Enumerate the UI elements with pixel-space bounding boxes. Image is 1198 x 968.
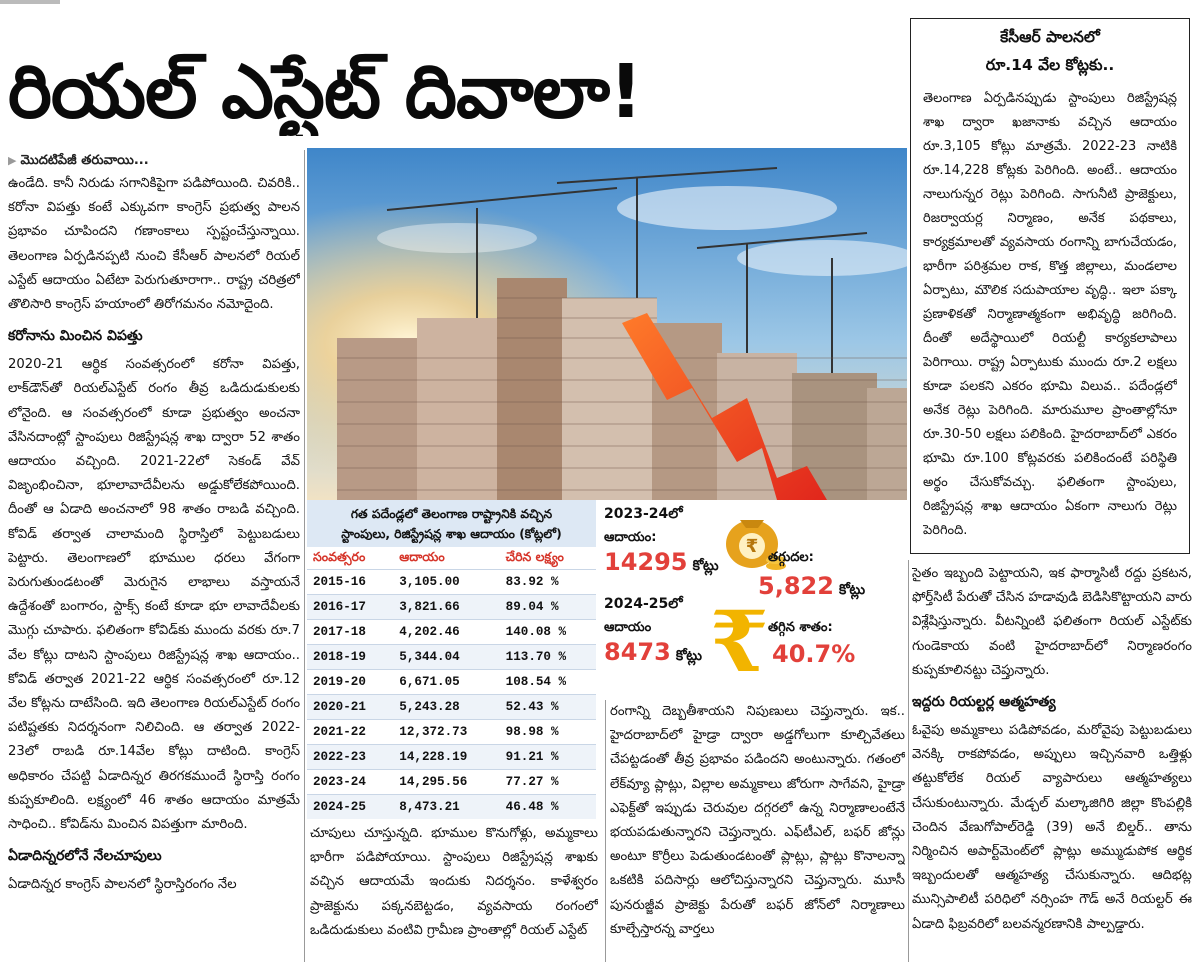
table-cell: 14,228.19 (393, 745, 499, 770)
article-column-4 (912, 562, 1192, 962)
column-divider (908, 560, 909, 962)
column-divider (605, 700, 606, 962)
table-cell: 2021-22 (307, 720, 393, 745)
paragraph: సైతం ఇబ్బంది పెట్టాయని, ఇక ఫార్మాసిటీ రద్దు ప్రకటన, ఫోర్త్‌సిటీ పేరుతో చేసిన హడావుడి బెడిసికొట్టాయని వారు విశ్లేషిస్తున్నారు. వీటన్నింటి ఫలితంగా రియల్ ఎస్టేట్‌కు గుండెకాయ వంటి హైదరాబాద్‌లో నిర్మాణరంగం కుప్పకూలినట్టు చెప్తున్నారు. (912, 566, 1192, 678)
stat-income-label: ఆదాయం (604, 620, 652, 635)
chevron-right-icon: ▶ (8, 154, 17, 167)
table-title-line: గత పదేండ్లలో తెలంగాణ రాష్ట్రానికి వచ్చిన (350, 507, 553, 521)
stat-unit: కోట్లు (839, 582, 866, 598)
column-divider (304, 150, 305, 962)
article-column-2: చూపులు చూస్తున్నది. భూముల కొనుగోళ్లు, అమ్మకాలు భారీగా పడిపోయాయి. స్టాంపులు రిజిస్ట్రేషన్ల శాఖకు వచ్చిన ఆదాయమే ఇందుకు నిదర్శనం. కాళేశ్వరం ప్రాజెక్టును పక్కనబెట్టడం, వ్యవసాయ రంగంలో ఒడిదుడుకులు వంటివి గ్రామీణ ప్రాంతాల్లో రియల్ ఎస్టేట్ (310, 826, 598, 938)
table-cell: 2019-20 (307, 670, 393, 695)
table-row (307, 595, 596, 620)
table-header-row (307, 547, 596, 570)
table-cell: 3,821.66 (393, 595, 499, 620)
headline: రియల్ ఎస్టేట్ దివాలా! (8, 49, 642, 135)
stat-unit: కోట్లు (692, 558, 719, 574)
subheading: ఏడాదిన్నరలోనే నేలచూపులు (8, 848, 162, 865)
table-cell: 113.70 % (500, 645, 596, 670)
stat-year-2024: 2024-25లో (604, 596, 683, 612)
stat-drop-label: తగ్గుదల: (768, 550, 814, 565)
stat-year-2023: 2023-24లో (604, 506, 683, 522)
paragraph: ఏడాదిన్నర కాంగ్రెస్ పాలనలో స్థిరాస్తిరంగం నేల (8, 877, 237, 893)
table-header-cell: ఆదాయం (399, 548, 445, 564)
table-cell: 2024-25 (307, 795, 393, 820)
table-cell: 3,105.00 (393, 570, 499, 595)
article-column-1 (8, 150, 300, 962)
table-row (307, 745, 596, 770)
sidebar-title-line: రూ.14 వేల కోట్లకు.. (985, 56, 1115, 74)
table-row (307, 770, 596, 795)
table-cell: 8,473.21 (393, 795, 499, 820)
table-title-line: స్టాంపులు, రిజిస్ట్రేషన్ల శాఖ ఆదాయం (కోట్లలో) (341, 527, 562, 541)
subheading: ఇద్దరు రియల్టర్ల ఆత్మహత్య (912, 694, 1056, 711)
stat-income-2024 (604, 638, 702, 667)
stat-drop (758, 572, 865, 601)
revenue-table (307, 547, 596, 819)
stat-pct-label: తగ్గిన శాతం: (768, 620, 833, 635)
stat-income-label: ఆదాయం: (604, 530, 657, 545)
stat-value: 5,822 (758, 572, 834, 600)
table-row (307, 795, 596, 820)
table-row (307, 695, 596, 720)
article-column-3: రంగాన్ని దెబ్బతీశాయని నిపుణులు చెప్తున్నారు. ఇక.. హైదరాబాద్‌లో హైడ్రా ద్వారా అడ్డగోలుగా కూల్చివేతలు చేపట్టడంతో తీవ్ర ప్రభావం పడిందని అంటున్నారు. గతంలో లేక్‌వ్యూ ప్లాట్లు, విల్లాల అమ్మకాలు జోరుగా సాగేవని, హైడ్రా ఎఫెక్ట్‌తో ఇప్పుడు చెరువుల దగ్గరలో ఉన్న నిర్మాణాలంటేనే భయపడుతున్నారని చెప్తున్నారు. ఎఫ్‌టీఎల్, బఫర్ జోన్లు అంటూ కొర్రీలు పెడుతుండటంతో ప్లాట్లు, ప్లాట్లు కొనాలన్నా ఒకటికి పదిసార్లు ఆలోచిస్తున్నారని చెప్తున్నారు. మూసీ పునరుజ్జీవ ప్రాజెక్టు పేరుతో బఫర్ జోన్‌లో నిర్మాణాలు కూల్చేస్తారన్న వార్తలు (610, 704, 905, 937)
table-cell: 2017-18 (307, 620, 393, 645)
paragraph: 2020-21 ఆర్థిక సంవత్సరంలో కరోనా విపత్తు, లాక్‌డౌన్‌తో రియల్‌ఎస్టేట్ రంగం తీవ్ర ఒడిదుడుకులకు లోనైంది. ఆ సంవత్సరంలో కూడా ప్రభుత్వం అంచనా వేసినదాంట్లో స్టాంపులు రిజిస్ట్రేషన్ల శాఖ ద్వారా 52 శాతం ఆదాయం వచ్చింది. 2021-22లో సెకండ్ వేవ్ విజృంభించినా, భూలావాదేవీలను అడ్డుకోలేకపోయింది. దీంతో ఆ ఏడాది అంచనాలో 98 శాతం రాబడి వచ్చింది. కోవిడ్ తర్వాత చాలామంది స్థిరాస్తిలో పెట్టుబడులు పెట్టారు. తెలంగాణలో భూముల ధరలు వేగంగా పెరుగుతుండటంతో మెరుగైన లాభాలు వస్తాయనే ఉద్దేశంతో బంగారం, స్టాక్స్ కంటే కూడా భూ లావాదేవీలకు మొగ్గు చూపారు. ఫలితంగా కోవిడ్‌కు ముందు వరకు రూ.7 వేల కోట్లు దాటని స్టాంపులు రిజిస్ట్రేషన్ల శాఖ ఆదాయం.. కోవిడ్ తర్వాత 2021-22 ఆర్థిక సంవత్సరంలో రూ.12 వేల కోట్లను దాటేసింది. ఇది తెలంగాణ రియల్‌ఎస్టేట్ రంగం పటిష్టతకు నిదర్శనంగా నిలిచింది. ఆ తర్వాత 2022-23లో రాబడి రూ.14వేల కోట్లు దాటింది. కాంగ్రెస్ అధికారం చేపట్టి ఏడాదిన్నర తిరగకముందే స్థిరాస్తి రంగం కుప్పకూలింది. లక్ష్యంలో 46 శాతం ఆదాయం మాత్రమే సాధించి.. కోవిడ్‌ను మించిన విపత్తుగా మారింది. (8, 357, 300, 833)
stat-income-2023 (604, 548, 719, 577)
table-cell: 83.92 % (500, 570, 596, 595)
continued-line (8, 150, 300, 172)
top-rule (0, 0, 1198, 10)
sidebar-title-line: కేసీఆర్ పాలనలో (1000, 28, 1100, 46)
table-header-cell: చేరిన లక్ష్యం (505, 548, 564, 564)
stat-unit: కోట్లు (675, 648, 702, 664)
table-cell: 2018-19 (307, 645, 393, 670)
table-cell: 140.08 % (500, 620, 596, 645)
sidebar-box (910, 18, 1190, 554)
table-cell: 2020-21 (307, 695, 393, 720)
stats-infographic (600, 500, 905, 710)
table-cell: 98.98 % (500, 720, 596, 745)
table-cell: 14,295.56 (393, 770, 499, 795)
construction-photo (307, 148, 907, 500)
table-cell: 52.43 % (500, 695, 596, 720)
stat-value: 14295 (604, 548, 688, 576)
table-row (307, 620, 596, 645)
table-cell: 2023-24 (307, 770, 393, 795)
table-cell: 6,671.05 (393, 670, 499, 695)
subheading: కరోనాను మించిన విపత్తు (8, 328, 143, 345)
table-row (307, 670, 596, 695)
stat-value: 8473 (604, 638, 671, 666)
rupee-icon: ₹ (710, 592, 769, 691)
table-row (307, 720, 596, 745)
table-row (307, 570, 596, 595)
paragraph: ఉండేది. కానీ నిరుడు సగానికిపైగా పడిపోయింది. చివరికి.. కరోనా విపత్తు కంటే ఎక్కువగా కాంగ్రెస్ ప్రభుత్వ పాలన ప్రభావం చూపిందని గణాంకాలు స్పష్టంచేస్తున్నాయి. తెలంగాణ ఏర్పడినప్పటి నుంచి కేసీఆర్ పాలనలో రియల్ ఎస్టేట్ ఆదాయం ఏటేటా పెరుగుతూరాగా.. రాష్ట్ర చరిత్రలో తొలిసారి కాంగ్రెస్ హయాంలో తిరోగమనం నమోదైంది. (8, 176, 300, 313)
continued-from-text: మొదటిపేజీ తరువాయి... (20, 153, 149, 168)
table-cell: 5,344.04 (393, 645, 499, 670)
table-cell: 12,372.73 (393, 720, 499, 745)
table-cell: 2016-17 (307, 595, 393, 620)
table-cell: 2015-16 (307, 570, 393, 595)
table-cell: 91.21 % (500, 745, 596, 770)
stat-pct-value: 40.7% (772, 640, 856, 668)
table-title (307, 500, 596, 547)
table-cell: 89.04 % (500, 595, 596, 620)
table-row (307, 645, 596, 670)
sidebar-body: తెలంగాణ ఏర్పడినప్పుడు స్టాంపులు రిజిస్ట్రేషన్ల శాఖ ద్వారా ఖజానాకు వచ్చిన ఆదాయం రూ.3,105 కోట్లు మాత్రమే. 2022-23 నాటికి రూ.14,228 కోట్లకు పెరిగింది. అంటే.. ఆదాయం నాలుగున్నర రెట్లు పెరిగింది. సాగునీటి ప్రాజెక్టులు, రిజర్వాయర్ల నిర్మాణం, అనేక పథకాలు, కార్యక్రమాలతో వ్యవసాయ రంగాన్ని బాగుచేయడం, భారీగా పరిశ్రమల రాక, కొత్త జిల్లాలు, మండలాల ఏర్పాటు, మౌలిక సదుపాయాల వృద్ధి.. ఇలా పక్కా ప్రణాళికతో నిర్మాణాత్మకంగా అభివృద్ధి జరిగింది. దీంతో అదేస్థాయిలో రియల్టీ కార్యకలాపాలు పెరిగాయి. రాష్ట్ర ఏర్పాటుకు ముందు రూ.2 లక్షలు కూడా పలకని ఎకరం భూమి విలువ.. పదేండ్లలో అనేక రెట్లు పెరిగింది. మారుమూల ప్రాంతాల్లోనూ రూ.30-50 లక్షలు పలికింది. హైదరాబాద్‌లో ఎకరం భూమి రూ.100 కోట్లవరకు పలికిందంటే పరిస్థితి అర్థం చేసుకోవచ్చు. ఫలితంగా స్టాంపులు, రిజిస్ట్రేషన్ల శాఖ ఆదాయం ఏకంగా నాలుగు రెట్లు పెరిగింది. (923, 91, 1177, 538)
svg-text:₹: ₹ (745, 536, 759, 557)
table-cell: 4,202.46 (393, 620, 499, 645)
table-cell: 77.27 % (500, 770, 596, 795)
table-cell: 5,243.28 (393, 695, 499, 720)
paragraph: ఓవైపు అమ్మకాలు పడిపోవడం, మరోవైపు పెట్టుబడులు వెనక్కి రాకపోవడం, అప్పులు ఇచ్చినవారి ఒత్తిళ్లు తట్టుకోలేక రియల్ వ్యాపారులు ఆత్మహత్యలు చేసుకుంటున్నారు. మేడ్చల్ మల్కాజిగిరి జిల్లా కొంపల్లికి చెందిన వేణుగోపాల్‌రెడ్డి (39) అనే బిల్డర్.. తాను నిర్మించిన అపార్ట్‌మెంట్‌లో ప్లాట్లు అమ్ముడుపోక ఆర్థిక ఇబ్బందులతో ఆత్మహత్య చేసుకున్నారు. ఆదిభట్ల మున్సిపాలిటీ పరిధిలో నర్సింహ గౌడ్ అనే రియల్టర్ ఈ ఏడాది ఫిబ్రవరిలో బలవన్మరణానికి పాల్పడ్డారు. (912, 723, 1192, 932)
table-cell: 2022-23 (307, 745, 393, 770)
sidebar-title (911, 23, 1189, 79)
table-header-cell: సంవత్సరం (313, 548, 366, 564)
table-cell: 46.48 % (500, 795, 596, 820)
table-cell: 108.54 % (500, 670, 596, 695)
